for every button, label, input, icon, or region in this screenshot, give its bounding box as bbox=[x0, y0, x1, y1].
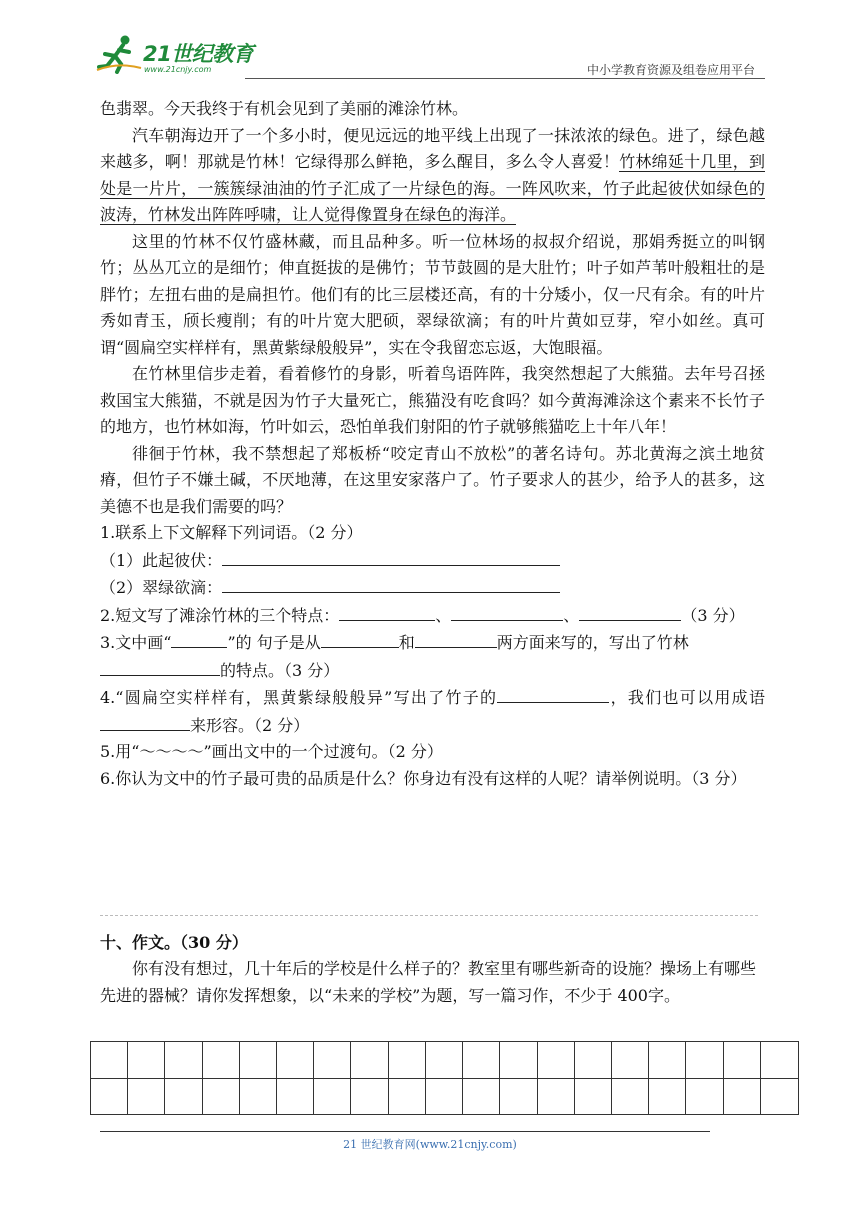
question-3-text: 和 bbox=[398, 633, 415, 652]
grid-cell[interactable] bbox=[277, 1079, 314, 1115]
section-divider bbox=[100, 915, 758, 916]
grid-cell[interactable] bbox=[649, 1079, 686, 1115]
answer-blank[interactable] bbox=[100, 657, 220, 676]
question-2-score: （3 分） bbox=[681, 605, 745, 625]
question-4-text: 来形容。（2 分） bbox=[190, 715, 310, 735]
grid-cell[interactable] bbox=[686, 1042, 723, 1078]
grid-cell[interactable] bbox=[277, 1042, 314, 1078]
grid-cell[interactable] bbox=[500, 1042, 537, 1078]
grid-cell[interactable] bbox=[240, 1079, 277, 1115]
grid-cell[interactable] bbox=[500, 1079, 537, 1115]
grid-cell[interactable] bbox=[538, 1042, 575, 1078]
grid-cell[interactable] bbox=[165, 1042, 202, 1078]
grid-cell[interactable] bbox=[314, 1042, 351, 1078]
grid-cell[interactable] bbox=[203, 1042, 240, 1078]
grid-cell[interactable] bbox=[724, 1042, 761, 1078]
grid-cell[interactable] bbox=[389, 1042, 426, 1078]
runner-icon bbox=[95, 34, 143, 74]
grid-cell[interactable] bbox=[426, 1079, 463, 1115]
answer-blank[interactable] bbox=[100, 712, 190, 731]
writing-grid[interactable] bbox=[90, 1041, 799, 1115]
header-divider bbox=[245, 78, 765, 79]
answer-blank[interactable] bbox=[321, 629, 399, 648]
grid-cell[interactable] bbox=[128, 1042, 165, 1078]
answer-blank[interactable] bbox=[415, 629, 497, 648]
underlined-sentence: 竹林绵延十几里，到处是一片片，一簇簇绿油油的竹子汇成了一片绿色的海。一阵风吹来，竹子此起彼伏如绿色的波涛，竹林发出阵阵呼啸，让人觉得像置身在绿色的海洋。 bbox=[100, 152, 765, 224]
question-3 bbox=[100, 629, 765, 684]
grid-cell[interactable] bbox=[165, 1079, 202, 1115]
question-1-a-label: （1）此起彼伏： bbox=[100, 550, 223, 570]
answer-blank[interactable] bbox=[497, 684, 609, 703]
question-2-text: 2.短文写了滩涂竹林的三个特点： bbox=[100, 605, 340, 625]
grid-cell[interactable] bbox=[426, 1042, 463, 1078]
answer-blank[interactable] bbox=[579, 602, 681, 621]
grid-cell[interactable] bbox=[314, 1079, 351, 1115]
grid-cell[interactable] bbox=[724, 1079, 761, 1115]
question-1-b-label: （2）翠绿欲滴： bbox=[100, 578, 223, 597]
essay-section bbox=[100, 930, 765, 1009]
grid-cell[interactable] bbox=[463, 1079, 500, 1115]
grid-cell[interactable] bbox=[91, 1079, 128, 1115]
question-3-text: 3.文中画“ bbox=[100, 633, 172, 652]
answer-blank[interactable] bbox=[222, 547, 560, 566]
reading-passage bbox=[100, 96, 765, 792]
grid-cell[interactable] bbox=[351, 1042, 388, 1078]
grid-cell[interactable] bbox=[612, 1042, 649, 1078]
grid-cell[interactable] bbox=[575, 1042, 612, 1078]
answer-blank[interactable] bbox=[171, 629, 227, 648]
grid-cell[interactable] bbox=[575, 1079, 612, 1115]
question-2-separator: 、 bbox=[435, 605, 452, 625]
question-6: 6.你认为文中的竹子最可贵的品质是什么？你身边有没有这样的人呢？请举例说明。（3 分） bbox=[100, 768, 747, 788]
grid-cell[interactable] bbox=[686, 1079, 723, 1115]
passage-paragraph-4: 徘徊于竹林，我不禁想起了郑板桥“咬定青山不放松”的著名诗句。苏北黄海之滨土地贫瘠，但竹子不嫌土碱，不厌地薄，在这里安家落户了。竹子要求人的甚少，给予人的甚多，这美德不也是我们需要的吗？ bbox=[100, 443, 765, 516]
essay-heading: 十、作文。（30 分） bbox=[100, 933, 248, 952]
grid-cell[interactable] bbox=[389, 1079, 426, 1115]
passage-paragraph-1 bbox=[100, 123, 765, 229]
answer-blank[interactable] bbox=[339, 602, 435, 621]
grid-row bbox=[91, 1042, 798, 1079]
passage-p1-text: 汽车朝海边开了一个多小时，便见远远的地平线上出现了一抹浓浓的绿色。进了，绿色越来越多，啊！那就是竹林！它绿得那么鲜艳，多么醒目，多么令人喜爱！ bbox=[100, 125, 765, 171]
question-1-b bbox=[100, 574, 765, 602]
footer-divider bbox=[100, 1131, 710, 1132]
question-2-separator: 、 bbox=[563, 605, 580, 625]
grid-cell[interactable] bbox=[612, 1079, 649, 1115]
question-4 bbox=[100, 684, 765, 739]
platform-title: 中小学教育资源及组卷应用平台 bbox=[586, 63, 755, 77]
grid-cell[interactable] bbox=[128, 1079, 165, 1115]
grid-cell[interactable] bbox=[463, 1042, 500, 1078]
essay-prompt: 你有没有想过，几十年后的学校是什么样子的？教室里有哪些新奇的设施？操场上有哪些先进的器械？请你发挥想象，以“未来的学校”为题，写一篇习作，不少于 400字。 bbox=[100, 959, 757, 1005]
question-5: 5.用“～～～～”画出文中的一个过渡句。（2 分） bbox=[100, 742, 443, 761]
page-header bbox=[95, 34, 765, 80]
grid-cell[interactable] bbox=[203, 1079, 240, 1115]
page-footer: 21 世纪教育网(www.21cnjy.com) bbox=[343, 1138, 517, 1151]
logo-text: 21世纪教育 bbox=[143, 42, 254, 66]
grid-cell[interactable] bbox=[91, 1042, 128, 1078]
logo-url: www.21cnjy.com bbox=[144, 65, 212, 74]
grid-cell[interactable] bbox=[649, 1042, 686, 1078]
question-3-text: 的特点。（3 分） bbox=[220, 660, 340, 680]
question-4-text: ，我们也可以用成语 bbox=[609, 688, 765, 707]
grid-cell[interactable] bbox=[240, 1042, 277, 1078]
passage-paragraph-2: 这里的竹林不仅竹盛林藏，而且品种多。听一位林场的叔叔介绍说，那娟秀挺立的叫钢竹；丛丛兀立的是细竹；伸直挺拔的是佛竹；节节鼓圆的是大肚竹；叶子如芦苇叶般粗壮的是胖竹；左扭右曲的是扁担竹。他们有的比三层楼还高，有的十分矮小，仅一尺有余。有的叶片秀如青玉，颀长瘦削；有的叶片宽大肥硕，翠绿欲滴；有的叶片黄如豆芽，窄小如丝。真可谓“圆扁空实样样有，黑黄紫绿般般异”，实在令我留恋忘返，大饱眼福。 bbox=[100, 231, 765, 357]
question-2 bbox=[100, 602, 765, 630]
answer-blank[interactable] bbox=[222, 574, 560, 593]
question-3-text: ”的 句子是从 bbox=[227, 633, 321, 652]
passage-paragraph-0: 色翡翠。今天我终于有机会见到了美丽的滩涂竹林。 bbox=[100, 99, 469, 118]
grid-cell[interactable] bbox=[351, 1079, 388, 1115]
grid-cell[interactable] bbox=[538, 1079, 575, 1115]
answer-blank[interactable] bbox=[451, 602, 563, 621]
passage-paragraph-3: 在竹林里信步走着，看着修竹的身影，听着鸟语阵阵，我突然想起了大熊猫。去年号召拯救国宝大熊猫，不就是因为竹子大量死亡，熊猫没有吃食吗？如今黄海滩涂这个素来不长竹子的地方，也竹林如海，竹叶如云，恐怕单我们射阳的竹子就够熊猫吃上十年八年！ bbox=[100, 364, 765, 436]
question-3-text: 两方面来写的，写出了竹林 bbox=[496, 633, 689, 652]
question-1-a bbox=[100, 547, 765, 575]
site-logo bbox=[95, 34, 265, 78]
question-4-text: 4.“圆扁空实样样有，黑黄紫绿般般异”写出了竹子的 bbox=[100, 688, 498, 707]
grid-row bbox=[91, 1079, 798, 1115]
question-1: 1.联系上下文解释下列词语。（2 分） bbox=[100, 523, 363, 542]
